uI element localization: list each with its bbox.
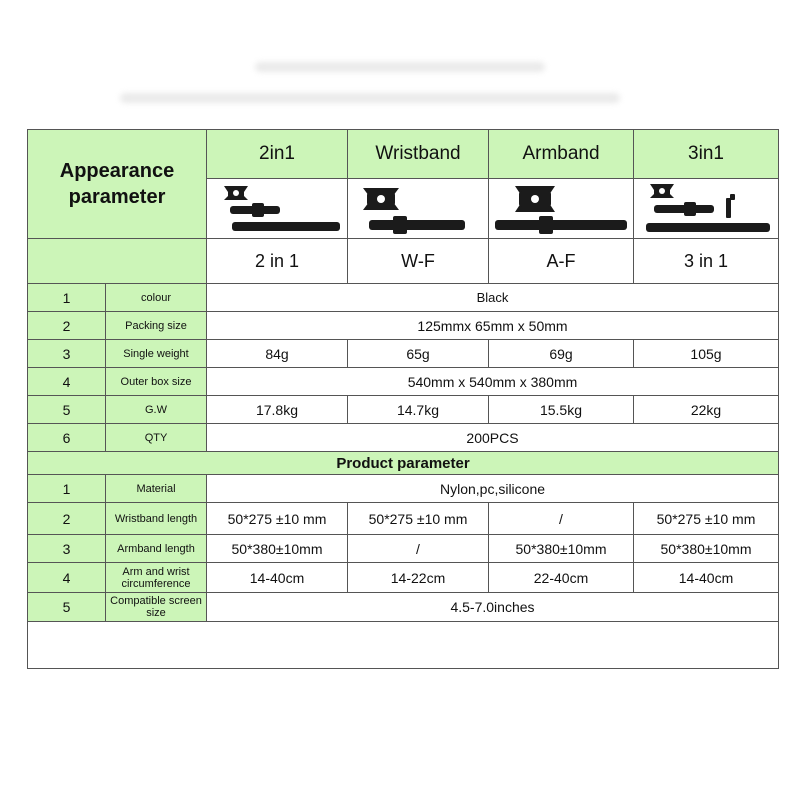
row-label-outer-box-size: Outer box size: [106, 368, 207, 396]
model-header-3in1: 3in1: [634, 130, 779, 179]
value-armband-length-wristband: /: [348, 535, 489, 563]
value-circumference-2in1: 14-40cm: [207, 563, 348, 593]
value-gw-wristband: 14.7kg: [348, 396, 489, 424]
row-label-material: Material: [106, 475, 207, 503]
value-circumference-armband: 22-40cm: [489, 563, 634, 593]
wristband-product-image: [348, 179, 489, 239]
value-wristband-length-wristband: 50*275 ±10 mm: [348, 503, 489, 535]
spec-table: [27, 129, 779, 669]
code-armband: A-F: [489, 239, 634, 284]
model-header-wristband: Wristband: [348, 130, 489, 179]
model-header-2in1: 2in1: [207, 130, 348, 179]
value-weight-armband: 69g: [489, 340, 634, 368]
value-wristband-length-armband: /: [489, 503, 634, 535]
row-label-wristband-length: Wristband length: [106, 503, 207, 535]
row-label-packing-size: Packing size: [106, 312, 207, 340]
value-material: Nylon,pc,silicone: [207, 475, 779, 503]
value-armband-length-2in1: 50*380±10mm: [207, 535, 348, 563]
row-label-gross-weight: G.W: [106, 396, 207, 424]
value-circumference-wristband: 14-22cm: [348, 563, 489, 593]
model-header-armband: Armband: [489, 130, 634, 179]
value-weight-3in1: 105g: [634, 340, 779, 368]
row-number: 5: [28, 593, 106, 622]
row-number: 4: [28, 368, 106, 396]
row-label-circumference: Arm and wrist circumference: [106, 563, 207, 593]
value-armband-length-3in1: 50*380±10mm: [634, 535, 779, 563]
row-number: 4: [28, 563, 106, 593]
row-label-colour: colour: [106, 284, 207, 312]
value-armband-length-armband: 50*380±10mm: [489, 535, 634, 563]
row-number: 2: [28, 503, 106, 535]
appearance-parameter-header: Appearance parameter: [28, 130, 207, 239]
row-number: 6: [28, 424, 106, 452]
row-number: 3: [28, 535, 106, 563]
code-wristband: W-F: [348, 239, 489, 284]
row-label-screen-size: Compatible screen size: [106, 593, 207, 622]
value-colour: Black: [207, 284, 779, 312]
value-weight-2in1: 84g: [207, 340, 348, 368]
value-gw-2in1: 17.8kg: [207, 396, 348, 424]
blurred-header-line-2: [120, 93, 620, 103]
value-gw-3in1: 22kg: [634, 396, 779, 424]
row-number: 1: [28, 475, 106, 503]
value-outer-box-size: 540mm x 540mm x 380mm: [207, 368, 779, 396]
value-screen-size: 4.5-7.0inches: [207, 593, 779, 622]
value-weight-wristband: 65g: [348, 340, 489, 368]
row-number: 1: [28, 284, 106, 312]
code-3in1: 3 in 1: [634, 239, 779, 284]
value-gw-armband: 15.5kg: [489, 396, 634, 424]
row-number: 5: [28, 396, 106, 424]
code-2in1: 2 in 1: [207, 239, 348, 284]
row-number: 2: [28, 312, 106, 340]
2in1-product-image: [207, 179, 348, 239]
value-wristband-length-3in1: 50*275 ±10 mm: [634, 503, 779, 535]
row-label-qty: QTY: [106, 424, 207, 452]
product-parameter-header: Product parameter: [28, 452, 779, 475]
blurred-header-line-1: [255, 62, 545, 72]
row-label-single-weight: Single weight: [106, 340, 207, 368]
row-label-armband-length: Armband length: [106, 535, 207, 563]
armband-product-image: [489, 179, 634, 239]
value-qty: 200PCS: [207, 424, 779, 452]
value-circumference-3in1: 14-40cm: [634, 563, 779, 593]
3in1-product-image: [634, 179, 779, 239]
row-number: 3: [28, 340, 106, 368]
code-row-spacer: [28, 239, 207, 284]
value-packing-size: 125mmx 65mm x 50mm: [207, 312, 779, 340]
value-wristband-length-2in1: 50*275 ±10 mm: [207, 503, 348, 535]
